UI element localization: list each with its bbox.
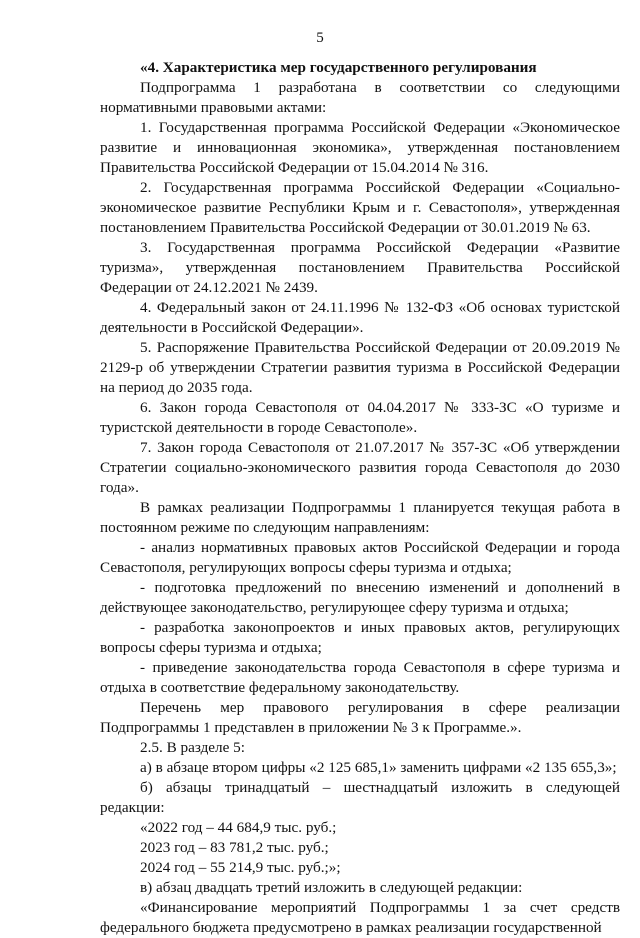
- page-number: 5: [316, 30, 324, 46]
- paragraph: Подпрограмма 1 разработана в соответствии со следующими нормативными правовыми актами:: [100, 79, 620, 116]
- paragraph: - подготовка предложений по внесению изменений и дополнений в действующее законодательство, регулирующее сферу туризма и отдыха;: [100, 579, 620, 616]
- paragraph: 5. Распоряжение Правительства Российской Федерации от 20.09.2019 № 2129-р об утверждении Стратегии развития туризма в Российской Федерации на период до 2035 года.: [100, 339, 620, 396]
- paragraph: 6. Закон города Севастополя от 04.04.2017 № 333-ЗС «О туризме и туристской деятельности в городе Севастополе».: [100, 399, 620, 436]
- paragraph: - разработка законопроектов и иных правовых актов, регулирующих вопросы сферы туризма и отдыха;: [100, 619, 620, 656]
- paragraph: б) абзацы тринадцатый – шестнадцатый изложить в следующей редакции:: [100, 779, 620, 816]
- paragraph: «2022 год – 44 684,9 тыс. руб.;: [140, 819, 337, 836]
- paragraph: - приведение законодательства города Севастополя в сфере туризма и отдыха в соответствие федеральному законодательству.: [100, 659, 620, 696]
- paragraph: а) в абзаце втором цифры «2 125 685,1» заменить цифрами «2 135 655,3»;: [140, 759, 617, 776]
- paragraph: 4. Федеральный закон от 24.11.1996 № 132-ФЗ «Об основах туристской деятельности в Российской Федерации».: [100, 299, 620, 336]
- paragraph: «Финансирование мероприятий Подпрограммы 1 за счет средств федерального бюджета предусмотрено в рамках реализации государственной: [100, 899, 620, 936]
- paragraph: 2023 год – 83 781,2 тыс. руб.;: [140, 839, 329, 856]
- section-heading: «4. Характеристика мер государственного регулирования: [140, 59, 537, 76]
- paragraph: 1. Государственная программа Российской Федерации «Экономическое развитие и инновационная экономика», утвержденная постановлением Правительства Российской Федерации от 15.04.2014 № 316.: [100, 119, 620, 176]
- paragraph: 7. Закон города Севастополя от 21.07.2017 № 357-ЗС «Об утверждении Стратегии социально-экономического развития города Севастополя до 2030 года».: [100, 439, 620, 496]
- paragraph: 3. Государственная программа Российской Федерации «Развитие туризма», утвержденная постановлением Правительства Российской Федерации от 24.12.2021 № 2439.: [100, 239, 620, 296]
- paragraph: 2.5. В разделе 5:: [140, 739, 245, 756]
- document-body: [100, 58, 620, 938]
- paragraph: - анализ нормативных правовых актов Российской Федерации и города Севастополя, регулирующих вопросы сферы туризма и отдыха;: [100, 539, 620, 576]
- paragraph: В рамках реализации Подпрограммы 1 планируется текущая работа в постоянном режиме по следующим направлениям:: [100, 499, 620, 536]
- paragraph: 2. Государственная программа Российской Федерации «Социально-экономическое развитие Республики Крым и г. Севастополя», утвержденная постановлением Правительства Российской Федерации от 30.01.2019 № 63.: [100, 179, 620, 236]
- paragraph: в) абзац двадцать третий изложить в следующей редакции:: [140, 879, 523, 896]
- paragraph: Перечень мер правового регулирования в сфере реализации Подпрограммы 1 представлен в приложении № 3 к Программе.».: [100, 699, 620, 736]
- paragraph: 2024 год – 55 214,9 тыс. руб.;»;: [140, 859, 341, 876]
